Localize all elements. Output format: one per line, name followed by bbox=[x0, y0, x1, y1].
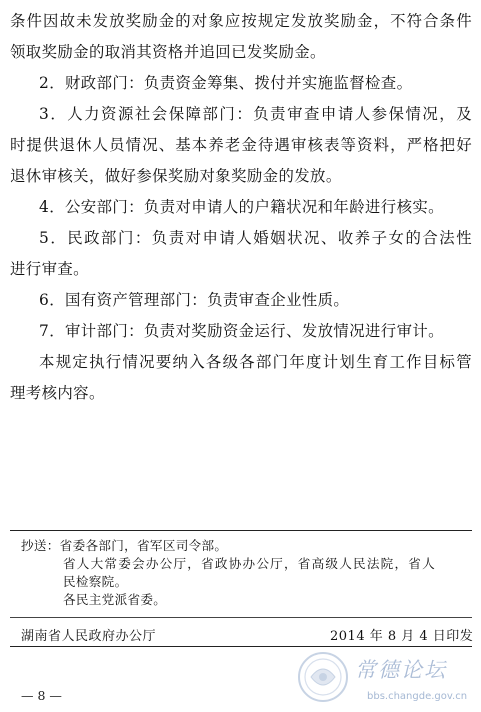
cc-line: 民检察院。 bbox=[63, 574, 128, 589]
cc-top-rule bbox=[10, 530, 472, 531]
cc-first-line: 抄送：省委各部门，省军区司令部。 bbox=[21, 538, 228, 553]
body-line: 领取奖励金的取消其资格并追回已发奖励金。 bbox=[10, 43, 326, 61]
document-body bbox=[10, 6, 472, 409]
body-line: 5．民政部门：负责对申请人婚姻状况、收养子女的合法性 bbox=[39, 229, 472, 247]
body-line: 条件因故未发放奖励金的对象应按规定发放奖励金，不符合条件 bbox=[10, 12, 472, 30]
page-number: — 8 — bbox=[21, 688, 62, 703]
watermark-url: bbs.changde.gov.cn bbox=[367, 691, 468, 702]
issuing-office: 湖南省人民政府办公厅 bbox=[21, 629, 157, 644]
forum-watermark-logo bbox=[295, 647, 473, 709]
body-line: 时提供退休人员情况、基本养老金待遇审核表等资料，严格把好 bbox=[10, 136, 472, 154]
footer-top-rule bbox=[10, 617, 472, 618]
body-line: 2．财政部门：负责资金筹集、拨付并实施监督检查。 bbox=[39, 74, 413, 92]
cc-line: 各民主党派省委。 bbox=[63, 592, 167, 607]
watermark-emblem-icon bbox=[299, 653, 347, 701]
watermark-title: 常德论坛 bbox=[355, 658, 447, 682]
body-line: 7．审计部门：负责对奖励资金运行、发放情况进行审计。 bbox=[39, 322, 444, 340]
body-line: 6．国有资产管理部门：负责审查企业性质。 bbox=[39, 291, 350, 309]
body-line: 3．人力资源社会保障部门：负责审查申请人参保情况，及 bbox=[39, 105, 472, 123]
body-line: 理考核内容。 bbox=[10, 384, 105, 402]
cc-block bbox=[21, 537, 435, 609]
cc-line: 省人大常委会办公厅，省政协办公厅，省高级人民法院，省人 bbox=[63, 556, 435, 571]
body-line: 进行审查。 bbox=[10, 260, 89, 278]
body-line: 4．公安部门：负责对申请人的户籍状况和年龄进行核实。 bbox=[39, 198, 444, 216]
body-line: 退休审核关，做好参保奖励对象奖励金的发放。 bbox=[10, 167, 342, 185]
body-line: 本规定执行情况要纳入各级各部门年度计划生育工作目标管 bbox=[39, 353, 472, 371]
issue-date: 2014 年 8 月 4 日印发 bbox=[330, 629, 474, 644]
